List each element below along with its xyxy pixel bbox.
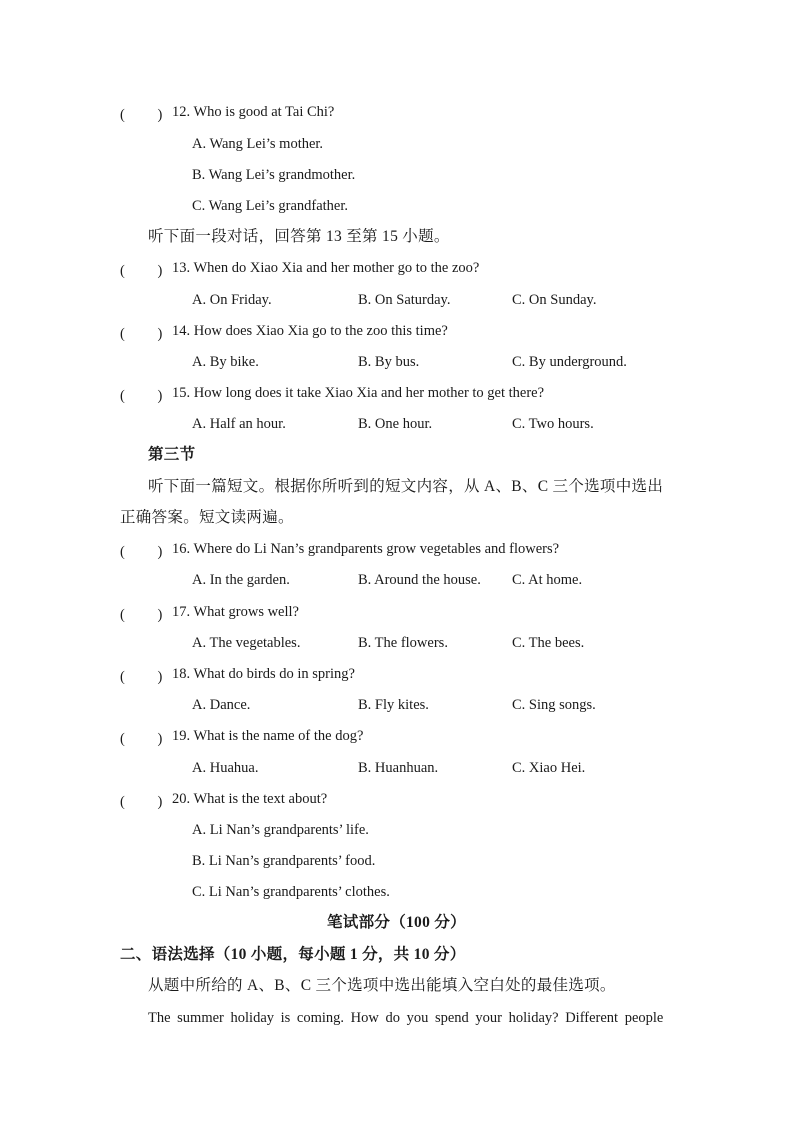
answer-blank[interactable]: ( )	[120, 731, 163, 747]
question-15: 15. How long does it take Xiao Xia and her mother to get there?	[172, 385, 545, 401]
option-16-c: C. At home.	[512, 572, 583, 588]
question-14: 14. How does Xiao Xia go to the zoo this time?	[172, 323, 448, 339]
answer-blank[interactable]: ( )	[120, 607, 163, 623]
option-15-b: B. One hour.	[358, 416, 433, 432]
option-16-b: B. Around the house.	[358, 572, 481, 588]
question-17: 17. What grows well?	[172, 604, 299, 620]
question-18: 18. What do birds do in spring?	[172, 666, 355, 682]
option-14-a: A. By bike.	[192, 354, 259, 370]
option-14-b: B. By bus.	[358, 354, 420, 370]
option-19-a: A. Huahua.	[192, 760, 259, 776]
answer-blank[interactable]: ( )	[120, 794, 163, 810]
option-20-b: B. Li Nan’s grandparents’ food.	[192, 853, 376, 869]
question-19: 19. What is the name of the dog?	[172, 728, 364, 744]
section3-instruction-line2: 正确答案。短文读两遍。	[120, 509, 294, 526]
option-18-c: C. Sing songs.	[512, 697, 596, 713]
option-19-b: B. Huanhuan.	[358, 760, 439, 776]
answer-blank[interactable]: ( )	[120, 388, 163, 404]
option-13-a: A. On Friday.	[192, 292, 272, 308]
answer-blank[interactable]: ( )	[120, 544, 163, 560]
answer-blank[interactable]: ( )	[120, 263, 163, 279]
question-13: 13. When do Xiao Xia and her mother go to the zoo?	[172, 260, 480, 276]
section3-title: 第三节	[148, 446, 196, 463]
passage-first-line: The summer holiday is coming. How do you spend your holiday? Different people	[148, 1010, 664, 1026]
option-12-b: B. Wang Lei’s grandmother.	[192, 167, 356, 183]
option-15-c: C. Two hours.	[512, 416, 594, 432]
option-14-c: C. By underground.	[512, 354, 627, 370]
option-13-b: B. On Saturday.	[358, 292, 451, 308]
section3-instruction-line1: 听下面一篇短文。根据你所听到的短文内容，从 A、B、C 三个选项中选出	[148, 478, 664, 495]
option-20-a: A. Li Nan’s grandparents’ life.	[192, 822, 369, 838]
grammar-instruction: 从题中所给的 A、B、C 三个选项中选出能填入空白处的最佳选项。	[148, 977, 616, 994]
answer-blank[interactable]: ( )	[120, 669, 163, 685]
question-16: 16. Where do Li Nan’s grandparents grow vegetables and flowers?	[172, 541, 560, 557]
option-19-c: C. Xiao Hei.	[512, 760, 586, 776]
instruction-13-15: 听下面一段对话，回答第 13 至第 15 小题。	[148, 228, 450, 245]
question-20: 20. What is the text about?	[172, 791, 328, 807]
question-12: 12. Who is good at Tai Chi?	[172, 104, 335, 120]
option-12-a: A. Wang Lei’s mother.	[192, 136, 324, 152]
option-17-a: A. The vegetables.	[192, 635, 301, 651]
grammar-section-title: 二、语法选择（10 小题，每小题 1 分，共 10 分）	[120, 946, 466, 963]
option-18-a: A. Dance.	[192, 697, 251, 713]
option-13-c: C. On Sunday.	[512, 292, 597, 308]
option-20-c: C. Li Nan’s grandparents’ clothes.	[192, 884, 390, 900]
answer-blank[interactable]: ( )	[120, 326, 163, 342]
option-16-a: A. In the garden.	[192, 572, 290, 588]
answer-blank[interactable]: ( )	[120, 107, 163, 123]
written-part-title: 笔试部分（100 分）	[327, 914, 466, 931]
option-15-a: A. Half an hour.	[192, 416, 286, 432]
option-17-c: C. The bees.	[512, 635, 585, 651]
option-17-b: B. The flowers.	[358, 635, 448, 651]
option-12-c: C. Wang Lei’s grandfather.	[192, 198, 349, 214]
option-18-b: B. Fly kites.	[358, 697, 429, 713]
